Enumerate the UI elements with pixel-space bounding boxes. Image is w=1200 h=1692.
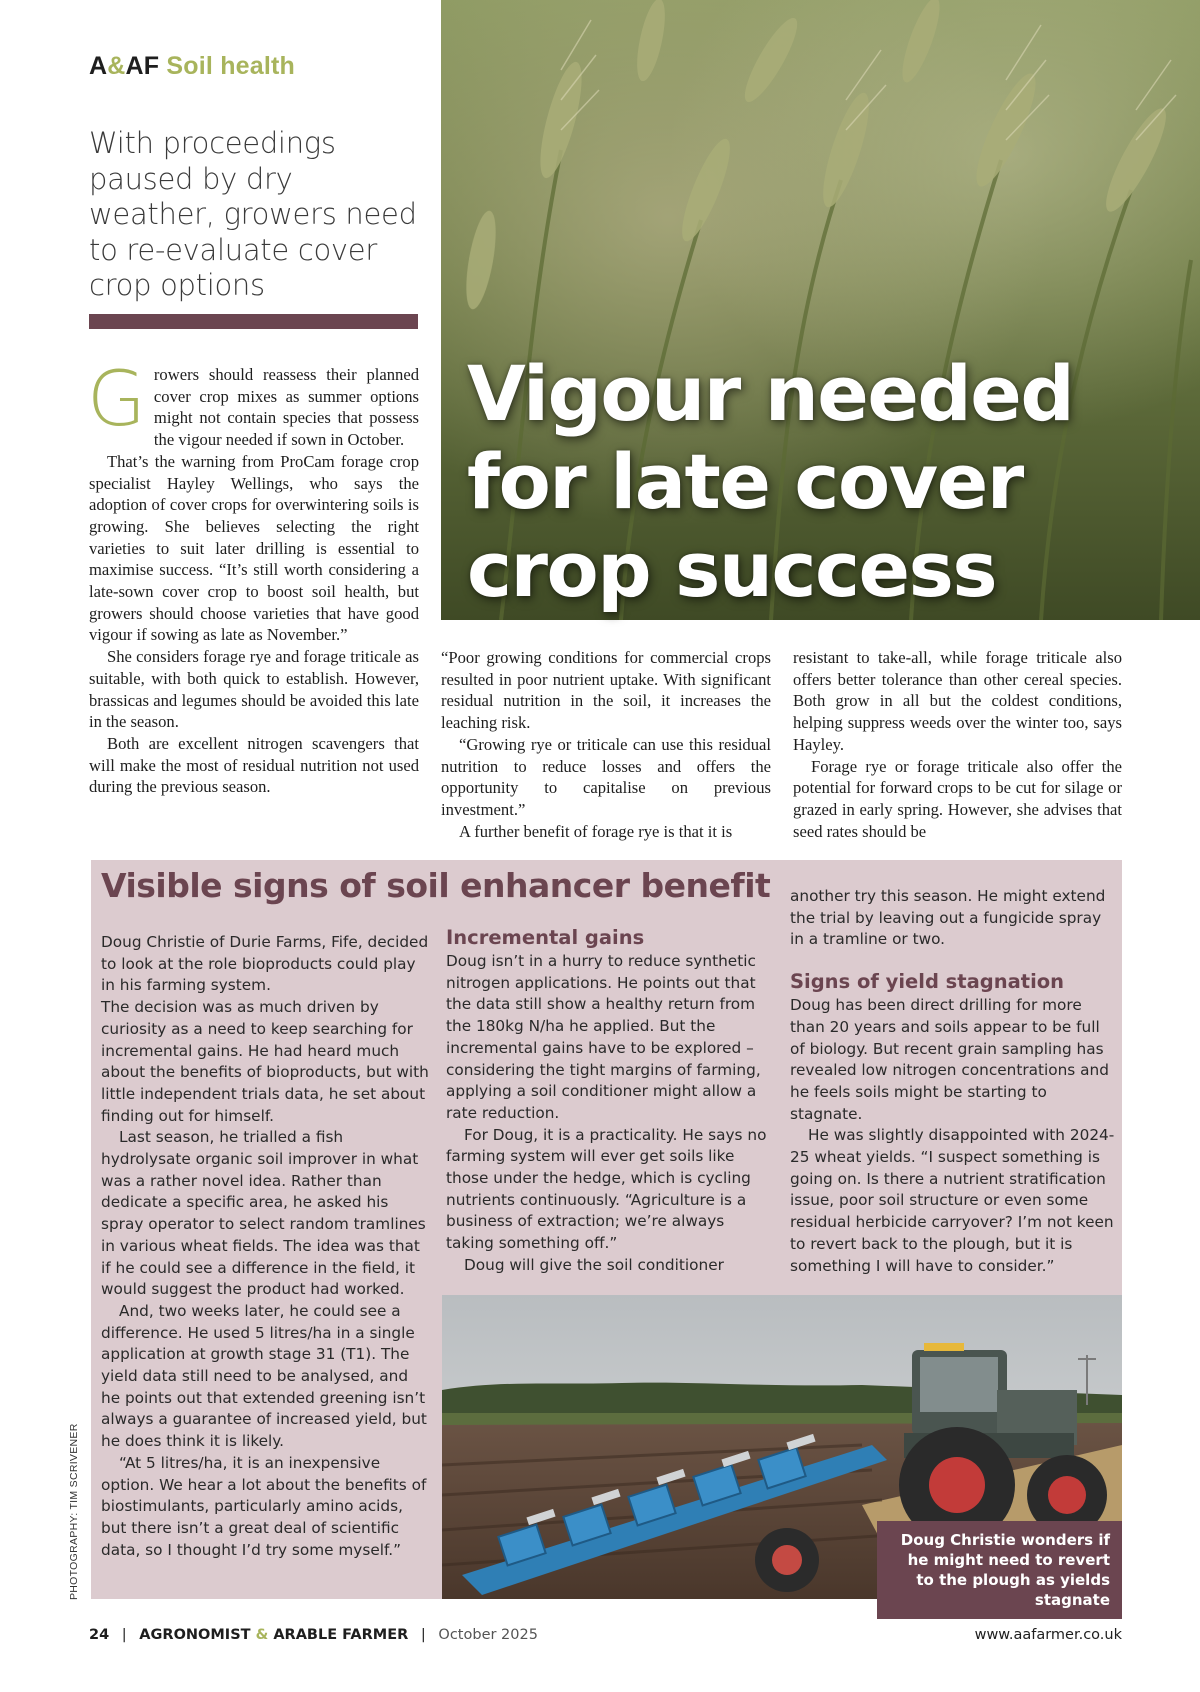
drop-cap: G [87,354,146,443]
article-column-3 [793,647,1122,842]
box-paragraph: another try this season. He might extend the trial by leaving out a fungicide spray in a tramline or two. [790,887,1106,949]
headline-line-3: crop success [467,525,997,614]
box-subheading: Incremental gains [446,926,645,949]
headline-line-2: for late cover [467,437,1023,526]
article-paragraph: “Poor growing conditions for commercial crops resulted in poor nutrient uptake. With significant residual nutrition in the soil, it increases the leaching risk. [441,648,771,733]
box-title: Visible signs of soil enhancer benefit [101,866,771,905]
box-paragraph: He was slightly disappointed with 2024-25 wheat yields. “I suspect something is going on. Is there a nutrient stratification issue, poor soil structure or even some residual herbicide carryover? I’m not keen to revert back to the plough, but it is something I will have to consider.” [790,1126,1115,1275]
box-paragraph: For Doug, it is a practicality. He says no farming system will ever get soils like those under the hedge, which is cycling nutrients continuously. “Agriculture is a business of extraction; we’re always taking something off.” [446,1125,767,1253]
page-footer [89,1627,1122,1643]
standfirst-rule [89,314,418,329]
article-paragraph: Forage rye or forage triticale also offer the potential for forward crops to be cut for silage or grazed in early spring. However, she advises that seed rates should be [793,756,1122,841]
article-paragraph: She considers forage rye and forage triticale as suitable, with both quick to establish. However, brassicas and legumes should be avoided this late in the season. [89,647,419,732]
photo-credit: PHOTOGRAPHY: TIM SCRIVENER [68,1423,80,1600]
box-paragraph: The decision was as much driven by curiosity as a need to keep searching for incremental gains. He had heard much about the benefits of bioproducts, but with little independent trials data, he set about finding out for himself. [101,998,429,1125]
box-paragraph: Doug Christie of Durie Farms, Fife, decided to look at the role bioproducts could play in his farming system. [101,933,429,995]
headline-line-1: Vigour needed [467,349,1074,438]
section-label: Soil health [166,52,296,80]
box-paragraph: And, two weeks later, he could see a difference. He used 5 litres/ha in a single application at growth stage 31 (T1). The yield data still need to be analysed, and he points out that extended greening isn’t always a guarantee of increased yield, but he does think it is likely. [101,1301,427,1451]
footer-separator: | [121,1627,127,1643]
article-paragraph: resistant to take-all, while forage triticale also offers better tolerance than other cereal species. Both grow in all but the coldest conditions, helping suppress weeds over the winter too, says Hayley. [793,648,1122,754]
section-tag [89,52,295,81]
article-paragraph: A further benefit of forage rye is that it is [459,821,733,841]
article-paragraph: That’s the warning from ProCam forage crop specialist Hayley Wellings, who says the adoption of cover crops for overwintering soils is growing. She believes selecting the right varieties to suit later drilling is essential to maximise success. “It’s still worth considering a late-sown cover crop to boost soil health, but growers should choose varieties that have good vigour if sowing as late as November.” [89,451,419,645]
article-paragraph: rowers should reassess their planned cover crop mixes as summer options might not contain species that possess the vigour needed if sown in October. [153,365,419,450]
box-paragraph: Last season, he trialled a fish hydrolysate organic soil improver in what was a rather novel idea. Rather than dedicate a specific area, he asked his spray operator to select random tramlines in various wheat fields. The idea was that if he could see a difference in the field, it would suggest the product had worked. [101,1128,426,1299]
website-link[interactable]: www.aafarmer.co.uk [974,1627,1122,1643]
issue-date: October 2025 [438,1627,538,1643]
article-paragraph: “Growing rye or triticale can use this residual nutrition to reduce losses and offers the opportunity to capitalise on previous investment.” [441,734,771,819]
footer-separator: | [420,1627,426,1643]
headline [467,350,1167,614]
box-paragraph: Doug has been direct drilling for more than 20 years and soils appear to be full of biology. But recent grain sampling has revealed low nitrogen concentrations and he feels soils might be starting to stagnate. [790,996,1109,1123]
box-subheading: Signs of yield stagnation [790,970,1065,994]
box-paragraph: Doug isn’t in a hurry to reduce synthetic nitrogen applications. He points out that the data still show a healthy return from the 180kg N/ha he applied. But the incremental gains have to be explored – considering the tight margins of farming, applying a soil conditioner might allow a rate reduction. [446,952,761,1122]
box-column-2 [446,926,776,1277]
page-number: 24 [89,1627,110,1643]
brand-logo: A&AF [89,52,160,80]
magazine-name: AGRONOMIST & ARABLE FARMER [139,1627,409,1643]
article-column-2 [441,647,771,842]
photo-caption: Doug Christie wonders if he might need to revert to the plough as yields stagnate [877,1521,1122,1619]
article-paragraph: Both are excellent nitrogen scavengers that will make the most of residual nutrition not used during the previous season. [89,733,419,797]
box-column-3 [790,886,1115,1277]
standfirst: With proceedings paused by dry weather, growers need to re-evaluate cover crop options [89,126,417,302]
box-paragraph: Doug will give the soil conditioner [464,1255,724,1274]
article-column-1 [87,354,419,798]
box-paragraph: “At 5 litres/ha, it is an inexpensive option. We hear a lot about the benefits of biostimulants, particularly amino acids, but there isn’t a great deal of scientific data, so I thought I’d try some myself.” [101,1453,427,1559]
box-column-1 [101,932,429,1561]
